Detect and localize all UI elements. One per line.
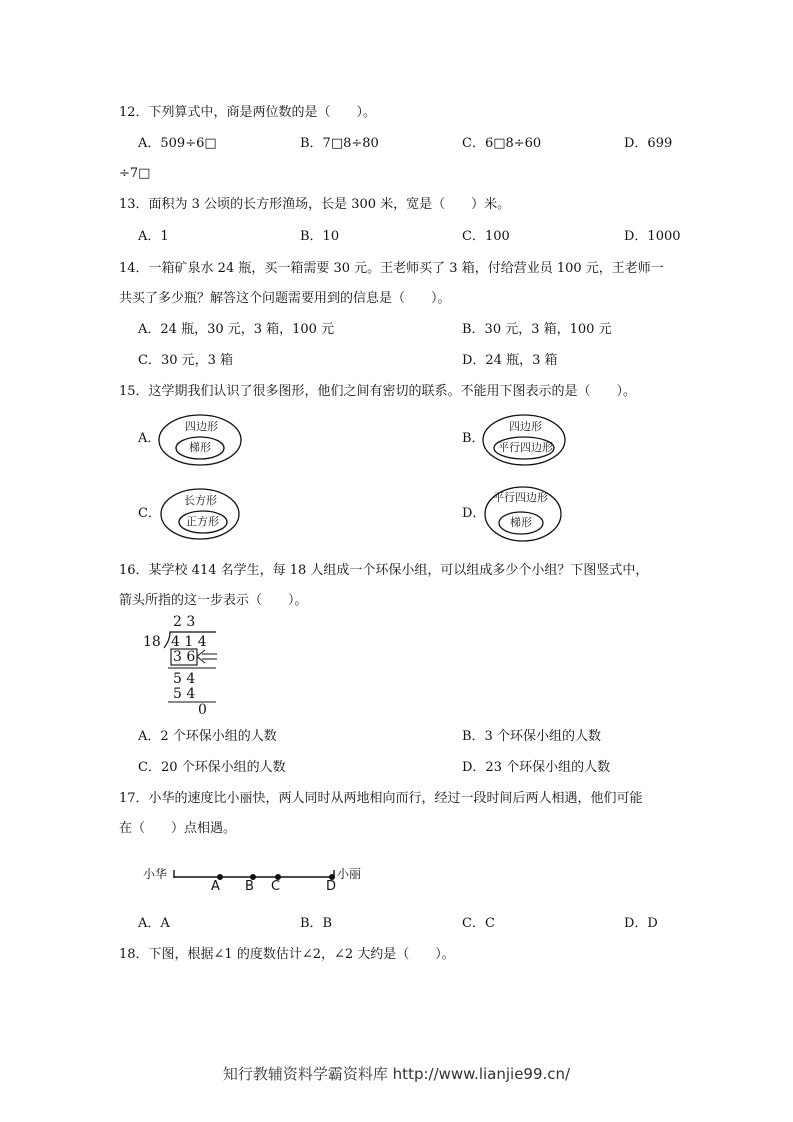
division-quotient: 2 3 <box>173 614 196 630</box>
q13-option-d: D．1000 <box>624 229 681 244</box>
division-lines-svg <box>140 614 230 718</box>
q12-option-d-wrap: ÷7□ <box>119 166 151 181</box>
q12-option-d: D．699 <box>624 136 673 151</box>
line-svg <box>140 860 380 896</box>
q14-stem-line1: 14．一箱矿泉水 24 瓶，买一箱需要 30 元。王老师买了 3 箱，付给营业员 100 元，王老师一 <box>119 261 664 276</box>
division-step1-product: 3 6 <box>173 649 196 665</box>
long-division-diagram <box>140 614 230 718</box>
q17-stem-line2: 在（ ）点相遇。 <box>119 821 237 836</box>
division-divisor: 18 <box>143 634 161 650</box>
q18-stem: 18．下图，根据∠1 的度数估计∠2，∠2 大约是（ ）。 <box>119 947 455 962</box>
division-final-remainder: 0 <box>198 702 207 718</box>
division-step2-product: 5 4 <box>173 686 196 702</box>
division-dividend: 4 1 4 <box>171 634 207 650</box>
q17-option-b: B．B <box>300 916 333 931</box>
venn-c-inner-label: 正方形 <box>186 515 219 528</box>
q15-stem: 15．这学期我们认识了很多图形，他们之间有密切的联系。不能用下图表示的是（ ）。 <box>119 384 637 399</box>
q15-option-d-letter: D． <box>462 506 486 521</box>
q17-option-d: D．D <box>624 916 658 931</box>
point-b-label: B <box>245 879 254 894</box>
q12-stem: 12．下列算式中，商是两位数的是（ ）。 <box>119 105 377 120</box>
division-step1-box <box>171 649 197 665</box>
q15-option-c-letter: C． <box>138 506 161 521</box>
q16-option-d: D．23 个环保小组的人数 <box>462 760 611 775</box>
division-bracket <box>164 632 216 648</box>
q15-diagram-b <box>482 414 566 466</box>
q16-stem-line1: 16．某学校 414 名学生，每 18 人组成一个环保小组，可以组成多少个小组？下图竖式中， <box>119 563 649 578</box>
line-right-label: 小丽 <box>337 867 362 881</box>
footer-watermark: 知行教辅资料学霸资料库 http://www.lianjie99.cn/ <box>222 1065 571 1083</box>
q16-option-c: C．20 个环保小组的人数 <box>138 760 286 775</box>
q13-stem: 13．面积为 3 公顷的长方形渔场，长是 300 米，宽是（ ）米。 <box>119 197 511 212</box>
venn-a-inner-label: 梯形 <box>189 441 211 454</box>
q14-option-d: D．24 瓶，3 箱 <box>462 353 558 368</box>
venn-d-outer-label: 平行四边形 <box>493 491 548 504</box>
q16-stem-line2: 箭头所指的这一步表示（ ）。 <box>119 593 308 608</box>
venn-a-outer-label: 四边形 <box>185 420 218 433</box>
arrow-head <box>197 650 205 663</box>
q14-option-c: C．30 元，3 箱 <box>138 353 234 368</box>
q15-diagram-d <box>484 486 562 542</box>
q14-option-b: B．30 元，3 箱，100 元 <box>462 322 612 337</box>
point-d-label: D <box>326 879 337 894</box>
q15-diagram-c <box>160 488 240 540</box>
venn-c-outer-label: 长方形 <box>184 494 217 507</box>
point-a-label: A <box>211 879 220 894</box>
q14-option-a: A．24 瓶，30 元，3 箱，100 元 <box>138 322 335 337</box>
q15-option-b-letter: B． <box>462 431 485 446</box>
venn-b-inner-label: 平行四边形 <box>498 441 553 454</box>
q17-option-a: A．A <box>138 916 170 931</box>
venn-d-inner-label: 梯形 <box>510 516 532 529</box>
q12-option-c: C．6□8÷60 <box>462 136 542 151</box>
point-c-label: C <box>271 879 281 894</box>
q12-option-a: A．509÷6□ <box>138 136 217 151</box>
meeting-line-diagram <box>140 860 380 896</box>
q17-option-c: C．C <box>462 916 495 931</box>
q16-option-a: A．2 个环保小组的人数 <box>138 729 277 744</box>
q15-option-a-letter: A． <box>138 431 161 446</box>
venn-b-outer-label: 四边形 <box>509 420 542 433</box>
q14-stem-line2: 共买了多少瓶？解答这个问题需要用到的信息是（ ）。 <box>119 291 451 306</box>
line-left-label: 小华 <box>143 867 168 881</box>
q15-diagram-a <box>158 414 242 466</box>
q13-option-b: B．10 <box>300 229 340 244</box>
q17-stem-line1: 17．小华的速度比小丽快，两人同时从两地相向而行，经过一段时间后两人相遇，他们可能 <box>119 791 643 806</box>
q13-option-c: C．100 <box>462 229 510 244</box>
q16-option-b: B．3 个环保小组的人数 <box>462 729 601 744</box>
q12-option-b: B．7□8÷80 <box>300 136 379 151</box>
division-step1-remainder: 5 4 <box>173 671 196 687</box>
q13-option-a: A．1 <box>138 229 169 244</box>
